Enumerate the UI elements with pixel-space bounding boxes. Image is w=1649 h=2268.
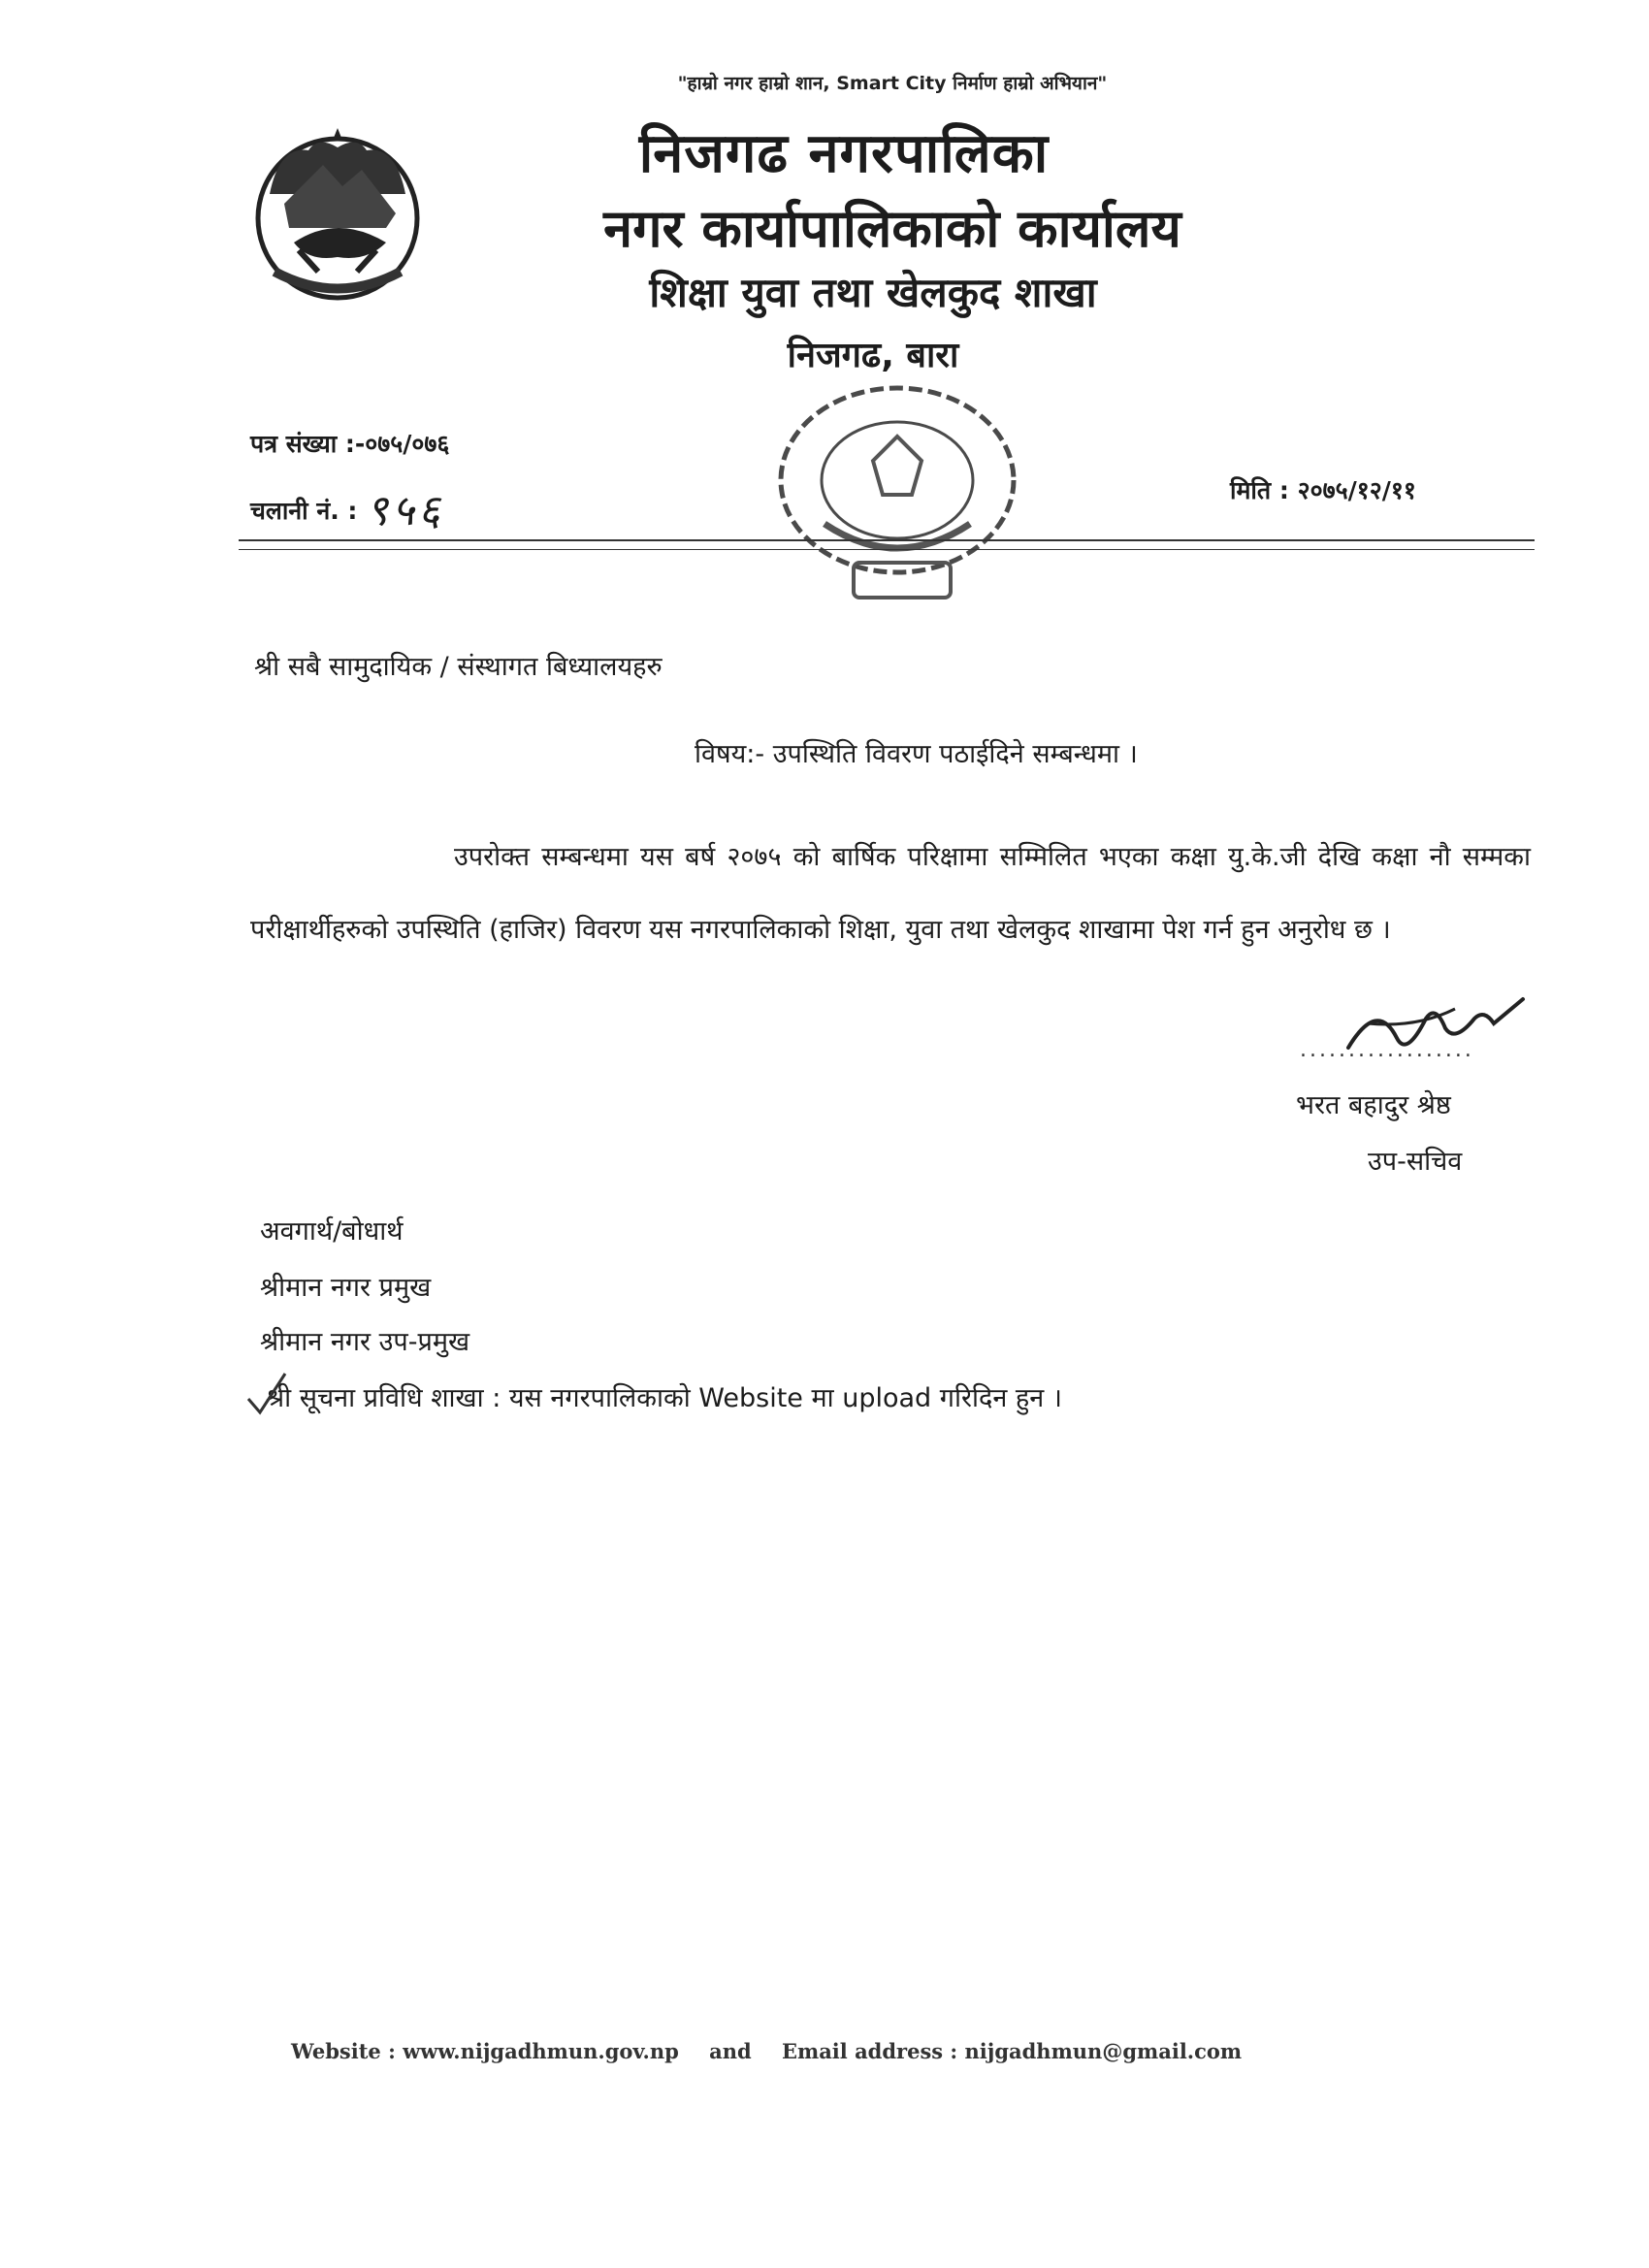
dispatch-number [250, 479, 444, 537]
footer-email: Email address : nijgadhmun@gmail.com [781, 2039, 1243, 2063]
cc-item: श्रीमान नगर प्रमुख [260, 1273, 432, 1303]
signature-line: .................. [1300, 1038, 1474, 1062]
letter-number-label: पत्र संख्या : [250, 430, 355, 458]
footer-website: Website : www.nijgadhmun.gov.np [291, 2039, 679, 2063]
date-label: मिति : [1230, 476, 1289, 504]
recipient: श्री सबै सामुदायिक / संस्थागत बिध्यालयहरु [254, 652, 663, 682]
cc-item: श्री सूचना प्रविधि शाखा : यस नगरपालिकाको Website मा upload गरिदिन हुन । [266, 1383, 1063, 1413]
footer-and: and [709, 2039, 752, 2063]
municipality-name: निजगढ नगरपालिका [638, 122, 1050, 185]
dispatch-number-label: चलानी नं. : [250, 497, 358, 525]
location: निजगढ, बारा [787, 336, 959, 375]
office-name: नगर कार्यापालिकाको कार्यालय [603, 198, 1181, 259]
subject: विषय:- उपस्थिति विवरण पठाईदिने सम्बन्धमा । [695, 739, 1138, 769]
signatory-name: भरत बहादुर श्रेष्ठ [1296, 1090, 1451, 1120]
nepal-emblem-icon [241, 126, 435, 310]
branch-name: शिक्षा युवा तथा खेलकुद शाखा [649, 269, 1097, 316]
handwritten-tick-icon [242, 1368, 301, 1426]
official-stamp-icon [737, 378, 1057, 611]
letter-number [250, 427, 449, 460]
motto: "हाम्रो नगर हाम्रो शान, Smart City निर्माण हाम्रो अभियान" [677, 73, 1108, 94]
footer [291, 2039, 1455, 2063]
header-rule-thin [239, 549, 1535, 550]
dispatch-number-value: ९५६ [366, 486, 444, 535]
letter-number-value: -०७५/०७६ [354, 430, 450, 458]
header-rule [239, 539, 1535, 541]
cc-item: श्रीमान नगर उप-प्रमुख [260, 1327, 470, 1357]
cc-heading: अवगार्थ/बोधार्थ [260, 1216, 404, 1247]
letter-date [1230, 473, 1416, 506]
signatory-title: उप-सचिव [1368, 1147, 1463, 1177]
date-value: २०७५/१२/११ [1297, 476, 1416, 504]
letter-body [250, 821, 1531, 966]
letter-body-text: उपरोक्त सम्बन्धमा यस बर्ष २०७५ को बार्षिक परिक्षामा सम्मिलित भएका कक्षा यु.के.जी देखि कक्षा नौ सम्मका परीक्षार्थीहरुको उपस्थिति (हाजिर) विवरण यस नगरपालिकाको शिक्षा, युवा तथा खेलकुद शाखामा पेश गर्न हुन अनुरोध छ । [250, 842, 1531, 945]
